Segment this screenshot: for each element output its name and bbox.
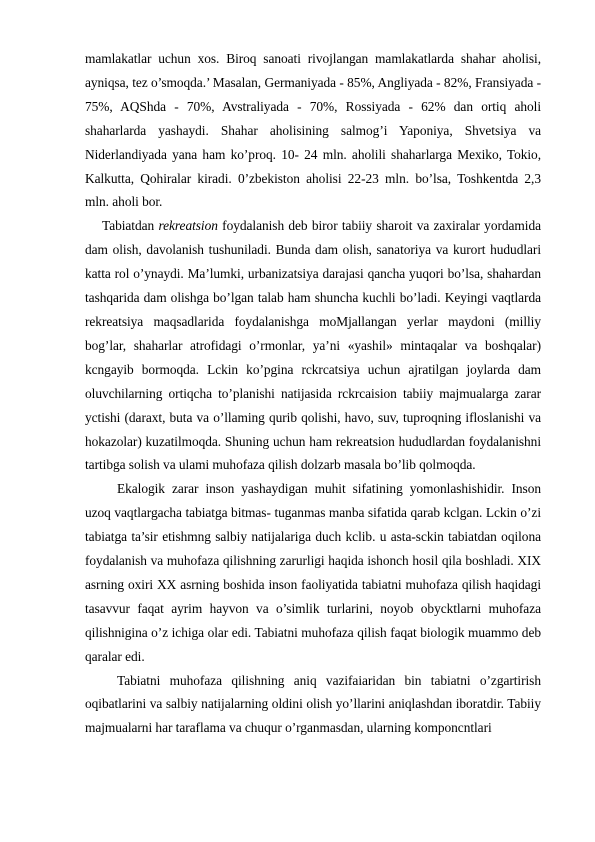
paragraph-urban-population: mamlakatlar uchun xos. Biroq sanoati rivojlangan mamlakatlarda shahar aholisi, ayniqsa, tez o’smoqda.’ Masalan, Germaniyada - 85%, Angliyada - 82%, Fransiyada - 75%, AQShda - 70%, Avstraliyada - 70%, Rossiyada - 62% dan ortiq aholi shaharlarda yashaydi. Shahar aholisining salmog’i Yaponiya, Shvetsiya va Niderlandiyada yana ham ko’proq. 10- 24 mln. aholili shaharlarga Mexiko, Tokio, Kalkutta, Qohiralar kiradi. 0’zbekiston aholisi 22-23 mln. bo’lsa, Toshkentda 2,3 mln. aholi bor.	[85, 51, 541, 210]
recreation-body-text: foydalanish deb biror tabiiy sharoit va zaxiralar yordamida dam olish, davolanish tushuniladi. Bunda dam olish, sanatoriya va kurort hududlari katta rol o’ynaydi. Ma’lumki, urbanizatsiya darajasi qancha yuqori bo’lsa, shahardan tashqarida dam olishga bo’lgan talab ham shuncha kuchli bo’ladi. Keyingi vaqtlarda rekreatsiya maqsadlarida foydalanishga moMjallangan yerlar maydoni (milliy bog’lar, shaharlar atrofidagi o’rmonlar, ya’ni «yashil» mintaqalar va boshqalar) kcngayib bormoqda. Lckin ko’pgina rckrcatsiya uchun ajratilgan joylarda dam oluvchilarning ortiqcha to’planishi natijasida rckrcaision tabiiy majmualarga zarar yctishi (daraxt, buta va o’llaming qurib qolishi, havo, suv, tuproqning ifloslanishi va hokazolar) kuzatilmoqda. Shuning uchun ham rekreatsion hududlardan foydalanishni tartibga solish va ulami muhofaza qilish dolzarb masala bo’lib qolmoqda.	[85, 218, 541, 473]
paragraph-recreation	[85, 214, 541, 477]
paragraph-nature-protection: Tabiatni muhofaza qilishning aniq vazifaiaridan bin tabiatni o’zgartirish oqibatlarini va salbiy natijalarning oldini olish yo’llarini aniqlashdan iboratdir. Tabiiy majmualarni har taraflama va chuqur o’rganmasdan, ularning komponcntlari	[85, 672, 541, 736]
text-body	[85, 47, 541, 740]
recreation-lead-text: Tabiatdan	[102, 218, 159, 234]
paragraph-ecological-damage: Ekalogik zarar inson yashaydigan muhit sifatining yomonlashishidir. Inson uzoq vaqtlargacha tabiatga bitmas- tuganmas manba sifatida qarab kclgan. Lckin o’zi tabiatga ta’sir etishmng salbiy natijalariga duch kclib. u asta-sckin tabiatdan oqilona foydalanish va muhofaza qilishning zarurligi haqida ishonch hosil qila boshladi. XIX asrning oxiri XX asrning boshida inson faoliyatida tabiatni muhofaza qilish haqidagi tasavvur faqat ayrim hayvon va o’simlik turlarini, noyob obycktlarni muhofaza qilishnigina o’z ichiga olar edi. Tabiatni muhofaza qilish faqat biologik muammo deb qaralar edi.	[85, 481, 541, 664]
recreation-term: rekreatsion	[158, 218, 218, 234]
